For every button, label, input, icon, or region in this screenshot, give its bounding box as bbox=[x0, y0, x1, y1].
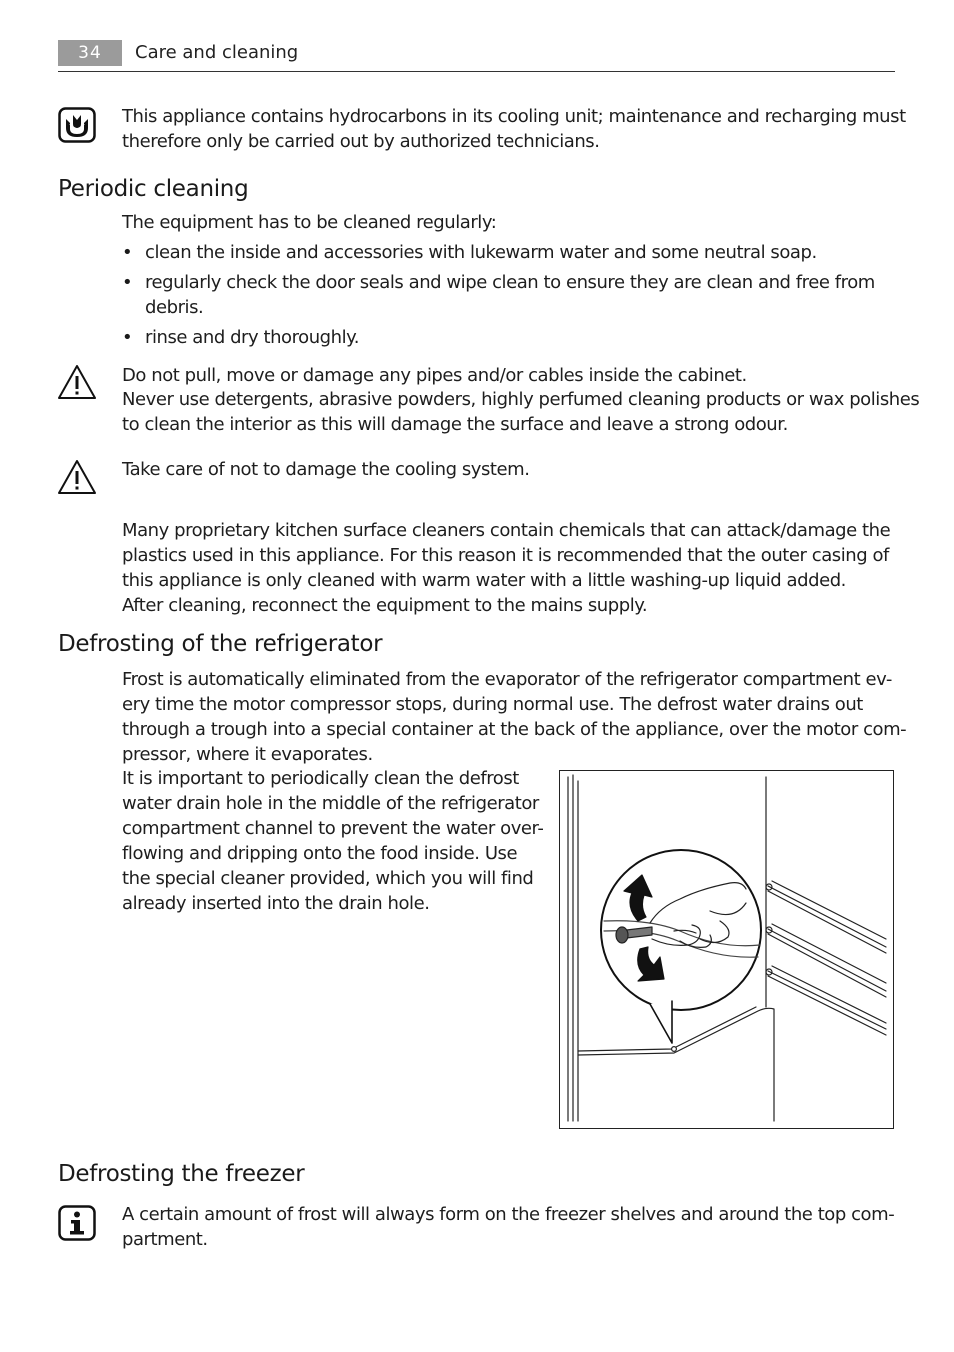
defrost-paragraph-2-line-1: It is important to periodically clean the defrost bbox=[122, 768, 519, 789]
freezer-info-line-2: partment. bbox=[122, 1229, 208, 1250]
bullet-item: rinse and dry thoroughly. bbox=[145, 327, 360, 348]
warning-triangle-icon bbox=[57, 364, 97, 404]
periodic-cleaning-heading: Periodic cleaning bbox=[58, 176, 249, 202]
defrost-paragraph-1-line-4: pressor, where it evaporates. bbox=[122, 744, 373, 765]
bullet-item-continuation: debris. bbox=[145, 297, 204, 318]
warning-1-line-1: Do not pull, move or damage any pipes and/or cables inside the cabinet. bbox=[122, 365, 747, 386]
cleaning-paragraph-line-1: Many proprietary kitchen surface cleaners contain chemicals that can attack/damage the bbox=[122, 520, 891, 541]
bullet-symbol: • bbox=[122, 272, 133, 293]
defrost-refrigerator-heading: Defrosting of the refrigerator bbox=[58, 631, 383, 657]
freezer-info-line-1: A certain amount of frost will always form on the freezer shelves and around the top com- bbox=[122, 1204, 895, 1225]
bullet-item: regularly check the door seals and wipe clean to ensure they are clean and free from bbox=[145, 272, 875, 293]
periodic-cleaning-intro: The equipment has to be cleaned regularly: bbox=[122, 212, 497, 233]
bullet-item: clean the inside and accessories with lukewarm water and some neutral soap. bbox=[145, 242, 817, 263]
warning-triangle-icon bbox=[57, 459, 97, 499]
warning-1-line-3: to clean the interior as this will damage the surface and leave a strong odour. bbox=[122, 414, 788, 435]
bullet-symbol: • bbox=[122, 327, 133, 348]
hydrocarbon-notice-line-1: This appliance contains hydrocarbons in its cooling unit; maintenance and recharging must bbox=[122, 106, 906, 127]
defrost-paragraph-2-line-3: compartment channel to prevent the water over- bbox=[122, 818, 544, 839]
section-title: Care and cleaning bbox=[135, 42, 299, 63]
defrost-paragraph-1-line-3: through a trough into a special container at the back of the appliance, over the motor com- bbox=[122, 719, 907, 740]
header-divider bbox=[58, 71, 895, 72]
defrost-paragraph-2-line-4: flowing and dripping onto the food inside. Use bbox=[122, 843, 518, 864]
information-icon bbox=[58, 1205, 96, 1245]
defrost-paragraph-2-line-6: already inserted into the drain hole. bbox=[122, 893, 430, 914]
defrost-paragraph-1-line-1: Frost is automatically eliminated from the evaporator of the refrigerator compartment ev- bbox=[122, 669, 892, 690]
warning-1-line-2: Never use detergents, abrasive powders, highly perfumed cleaning products or wax polishes bbox=[122, 389, 920, 410]
cleaning-paragraph-line-3: this appliance is only cleaned with warm water with a little washing-up liquid added. bbox=[122, 570, 846, 591]
defrost-freezer-heading: Defrosting the freezer bbox=[58, 1161, 305, 1187]
defrost-paragraph-2-line-2: water drain hole in the middle of the refrigerator bbox=[122, 793, 539, 814]
hydrocarbon-notice-line-2: therefore only be carried out by authorized technicians. bbox=[122, 131, 600, 152]
cleaning-paragraph-line-4: After cleaning, reconnect the equipment to the mains supply. bbox=[122, 595, 648, 616]
page-number: 34 bbox=[58, 40, 122, 66]
bullet-symbol: • bbox=[122, 242, 133, 263]
defrost-paragraph-2-line-5: the special cleaner provided, which you will find bbox=[122, 868, 534, 889]
drain-hole-cleaner-illustration bbox=[559, 770, 894, 1129]
cleaning-paragraph-line-2: plastics used in this appliance. For this reason it is recommended that the outer casing of bbox=[122, 545, 889, 566]
environment-protection-icon bbox=[58, 107, 96, 147]
warning-2-line-1: Take care of not to damage the cooling system. bbox=[122, 459, 530, 480]
defrost-paragraph-1-line-2: ery time the motor compressor stops, during normal use. The defrost water drains out bbox=[122, 694, 863, 715]
